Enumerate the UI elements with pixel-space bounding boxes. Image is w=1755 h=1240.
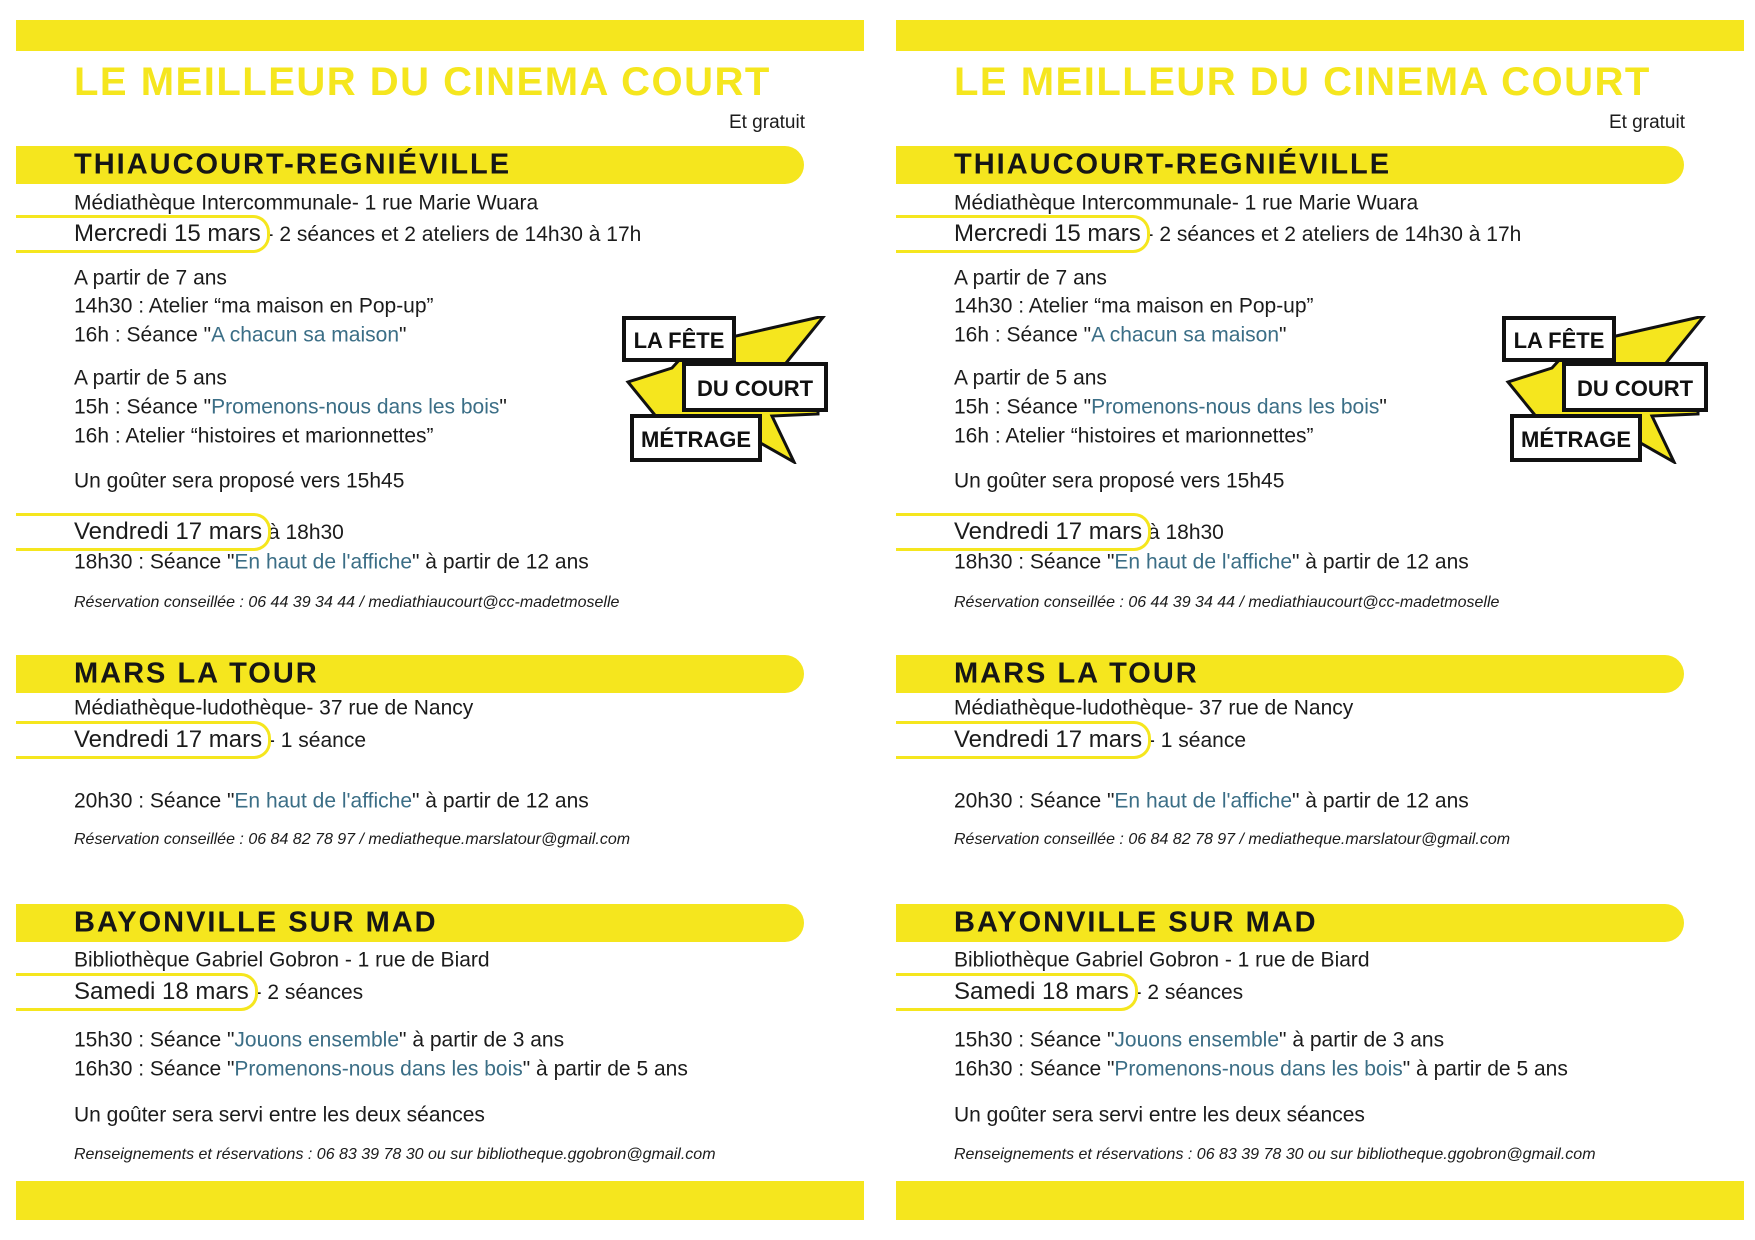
- schedule-item: [74, 397, 507, 418]
- logo-line-2: DU COURT: [696, 376, 814, 401]
- top-yellow-bar: [896, 20, 1744, 51]
- schedule-item: 14h30 : Atelier “ma maison en Pop-up”: [954, 294, 1314, 318]
- flyer-title: LE MEILLEUR DU CINEMA COURT: [74, 60, 771, 104]
- fete-du-court-metrage-logo-icon: [622, 316, 828, 464]
- snack-note: Un goûter sera proposé vers 15h45: [954, 469, 1285, 493]
- logo-line-2: DU COURT: [1576, 376, 1694, 401]
- bottom-yellow-bar: [16, 1181, 864, 1220]
- event-date: Vendredi 17 mars: [74, 518, 263, 545]
- event-day-details: à 18h30: [1142, 521, 1224, 544]
- schedule-item: 16h : Atelier “histoires et marionnettes”: [954, 424, 1314, 448]
- snack-note: Un goûter sera servi entre les deux séances: [74, 1103, 485, 1127]
- schedule-time: 15h : Séance ": [954, 395, 1092, 419]
- event-day-details: - 2 séances: [1128, 981, 1244, 1004]
- schedule-time: 20h30 : Séance ": [954, 789, 1115, 813]
- event-day-line: [954, 222, 1521, 246]
- schedule-suffix: " à partir de 12 ans: [412, 789, 589, 813]
- schedule-time: 16h : Séance ": [74, 323, 212, 347]
- town-header-mars-la-tour: [16, 655, 804, 693]
- logo-line-1: LA FÊTE: [1513, 328, 1605, 353]
- event-day-line: [954, 520, 1224, 544]
- film-title: Jouons ensemble: [234, 1028, 400, 1052]
- flyer-title: LE MEILLEUR DU CINEMA COURT: [954, 60, 1651, 104]
- schedule-time: 20h30 : Séance ": [74, 789, 235, 813]
- schedule-item: 14h30 : Atelier “ma maison en Pop-up”: [74, 294, 434, 318]
- schedule-suffix: ": [499, 395, 507, 419]
- venue-address: Médiathèque-ludothèque- 37 rue de Nancy: [74, 696, 474, 720]
- film-title: En haut de l'affiche: [234, 550, 413, 574]
- town-name: MARS LA TOUR: [74, 657, 319, 690]
- schedule-item: [74, 1030, 564, 1051]
- booking-info: Réservation conseillée : 06 84 82 78 97 / mediatheque.marslatour@gmail.com: [954, 831, 1511, 848]
- film-title: Promenons-nous dans les bois: [211, 395, 500, 419]
- schedule-item: [954, 397, 1387, 418]
- booking-info: Renseignements et réservations : 06 83 39 78 30 ou sur bibliotheque.ggobron@gmail.com: [954, 1146, 1596, 1163]
- schedule-suffix: " à partir de 12 ans: [1292, 550, 1469, 574]
- schedule-suffix: " à partir de 12 ans: [1292, 789, 1469, 813]
- schedule-time: 18h30 : Séance ": [74, 550, 235, 574]
- schedule-item: [74, 1059, 688, 1080]
- schedule-suffix: ": [399, 323, 407, 347]
- schedule-item: [954, 791, 1469, 812]
- schedule-item: 16h : Atelier “histoires et marionnettes”: [74, 424, 434, 448]
- logo-line-1: LA FÊTE: [633, 328, 725, 353]
- logo-line-3: MÉTRAGE: [641, 427, 751, 452]
- film-title: Promenons-nous dans les bois: [234, 1057, 523, 1081]
- town-name: BAYONVILLE SUR MAD: [74, 906, 438, 939]
- booking-info: Réservation conseillée : 06 84 82 78 97 / mediatheque.marslatour@gmail.com: [74, 831, 631, 848]
- town-name: MARS LA TOUR: [954, 657, 1199, 690]
- schedule-suffix: " à partir de 5 ans: [522, 1057, 688, 1081]
- flyer-subtitle: Et gratuit: [728, 112, 805, 133]
- schedule-time: 16h30 : Séance ": [74, 1057, 235, 1081]
- event-date: Mercredi 15 mars: [954, 220, 1141, 247]
- venue-address: Bibliothèque Gabriel Gobron - 1 rue de Biard: [954, 948, 1370, 972]
- schedule-suffix: ": [1279, 323, 1287, 347]
- schedule-time: 15h30 : Séance ": [954, 1028, 1115, 1052]
- film-title: A chacun sa maison: [211, 323, 400, 347]
- event-day-line: [954, 980, 1243, 1004]
- logo-line-3: MÉTRAGE: [1521, 427, 1631, 452]
- schedule-item: [954, 1059, 1568, 1080]
- town-name: THIAUCOURT-REGNIÉVILLE: [74, 148, 512, 181]
- schedule-suffix: " à partir de 3 ans: [1279, 1028, 1445, 1052]
- schedule-suffix: " à partir de 5 ans: [1402, 1057, 1568, 1081]
- schedule-time: 15h : Séance ": [74, 395, 212, 419]
- town-name: THIAUCOURT-REGNIÉVILLE: [954, 148, 1392, 181]
- event-day-details: - 2 séances: [248, 981, 364, 1004]
- event-date: Samedi 18 mars: [74, 978, 249, 1005]
- schedule-time: 16h30 : Séance ": [954, 1057, 1115, 1081]
- town-name: BAYONVILLE SUR MAD: [954, 906, 1318, 939]
- schedule-item: [74, 552, 589, 573]
- schedule-suffix: " à partir de 12 ans: [412, 550, 589, 574]
- event-day-line: [74, 728, 366, 752]
- event-date: Vendredi 17 mars: [74, 726, 263, 753]
- age-group-label: A partir de 7 ans: [954, 266, 1107, 290]
- event-day-line: [954, 728, 1246, 752]
- venue-address: Bibliothèque Gabriel Gobron - 1 rue de Biard: [74, 948, 490, 972]
- booking-info: Renseignements et réservations : 06 83 39 78 30 ou sur bibliotheque.ggobron@gmail.com: [74, 1146, 716, 1163]
- event-day-line: [74, 520, 344, 544]
- booking-info: Réservation conseillée : 06 44 39 34 44 / mediathiaucourt@cc-madetmoselle: [954, 594, 1500, 611]
- bottom-yellow-bar: [896, 1181, 1744, 1220]
- fete-du-court-metrage-logo-icon: [1502, 316, 1708, 464]
- film-title: En haut de l'affiche: [234, 789, 413, 813]
- town-header-thiaucourt: [896, 146, 1684, 184]
- venue-address: Médiathèque-ludothèque- 37 rue de Nancy: [954, 696, 1354, 720]
- film-title: Jouons ensemble: [1114, 1028, 1280, 1052]
- event-date: Samedi 18 mars: [954, 978, 1129, 1005]
- schedule-item: [74, 791, 589, 812]
- schedule-time: 18h30 : Séance ": [954, 550, 1115, 574]
- venue-address: Médiathèque Intercommunale- 1 rue Marie Wuara: [74, 191, 539, 215]
- event-day-details: - 2 séances et 2 ateliers de 14h30 à 17h: [1140, 223, 1522, 246]
- schedule-suffix: " à partir de 3 ans: [399, 1028, 565, 1052]
- snack-note: Un goûter sera proposé vers 15h45: [74, 469, 405, 493]
- event-date: Mercredi 15 mars: [74, 220, 261, 247]
- film-title: Promenons-nous dans les bois: [1114, 1057, 1403, 1081]
- town-header-thiaucourt: [16, 146, 804, 184]
- age-group-label: A partir de 7 ans: [74, 266, 227, 290]
- event-day-line: [74, 222, 641, 246]
- event-date: Vendredi 17 mars: [954, 726, 1143, 753]
- venue-address: Médiathèque Intercommunale- 1 rue Marie Wuara: [954, 191, 1419, 215]
- schedule-time: 16h : Séance ": [954, 323, 1092, 347]
- flyer-subtitle: Et gratuit: [1608, 112, 1685, 133]
- event-day-details: - 1 séance: [1142, 729, 1247, 752]
- event-day-line: [74, 980, 363, 1004]
- event-day-details: à 18h30: [262, 521, 344, 544]
- film-title: En haut de l'affiche: [1114, 550, 1293, 574]
- town-header-bayonville: [896, 904, 1684, 942]
- top-yellow-bar: [16, 20, 864, 51]
- snack-note: Un goûter sera servi entre les deux séances: [954, 1103, 1365, 1127]
- event-day-details: - 1 séance: [262, 729, 367, 752]
- schedule-item: [954, 1030, 1444, 1051]
- schedule-item: [954, 325, 1286, 346]
- town-header-mars-la-tour: [896, 655, 1684, 693]
- age-group-label: A partir de 5 ans: [74, 366, 227, 390]
- town-header-bayonville: [16, 904, 804, 942]
- film-title: Promenons-nous dans les bois: [1091, 395, 1380, 419]
- film-title: En haut de l'affiche: [1114, 789, 1293, 813]
- event-day-details: - 2 séances et 2 ateliers de 14h30 à 17h: [260, 223, 642, 246]
- age-group-label: A partir de 5 ans: [954, 366, 1107, 390]
- booking-info: Réservation conseillée : 06 44 39 34 44 / mediathiaucourt@cc-madetmoselle: [74, 594, 620, 611]
- schedule-item: [954, 552, 1469, 573]
- film-title: A chacun sa maison: [1091, 323, 1280, 347]
- flyer-left: [16, 0, 864, 1240]
- schedule-suffix: ": [1379, 395, 1387, 419]
- event-date: Vendredi 17 mars: [954, 518, 1143, 545]
- schedule-item: [74, 325, 406, 346]
- flyer-right: [896, 0, 1744, 1240]
- schedule-time: 15h30 : Séance ": [74, 1028, 235, 1052]
